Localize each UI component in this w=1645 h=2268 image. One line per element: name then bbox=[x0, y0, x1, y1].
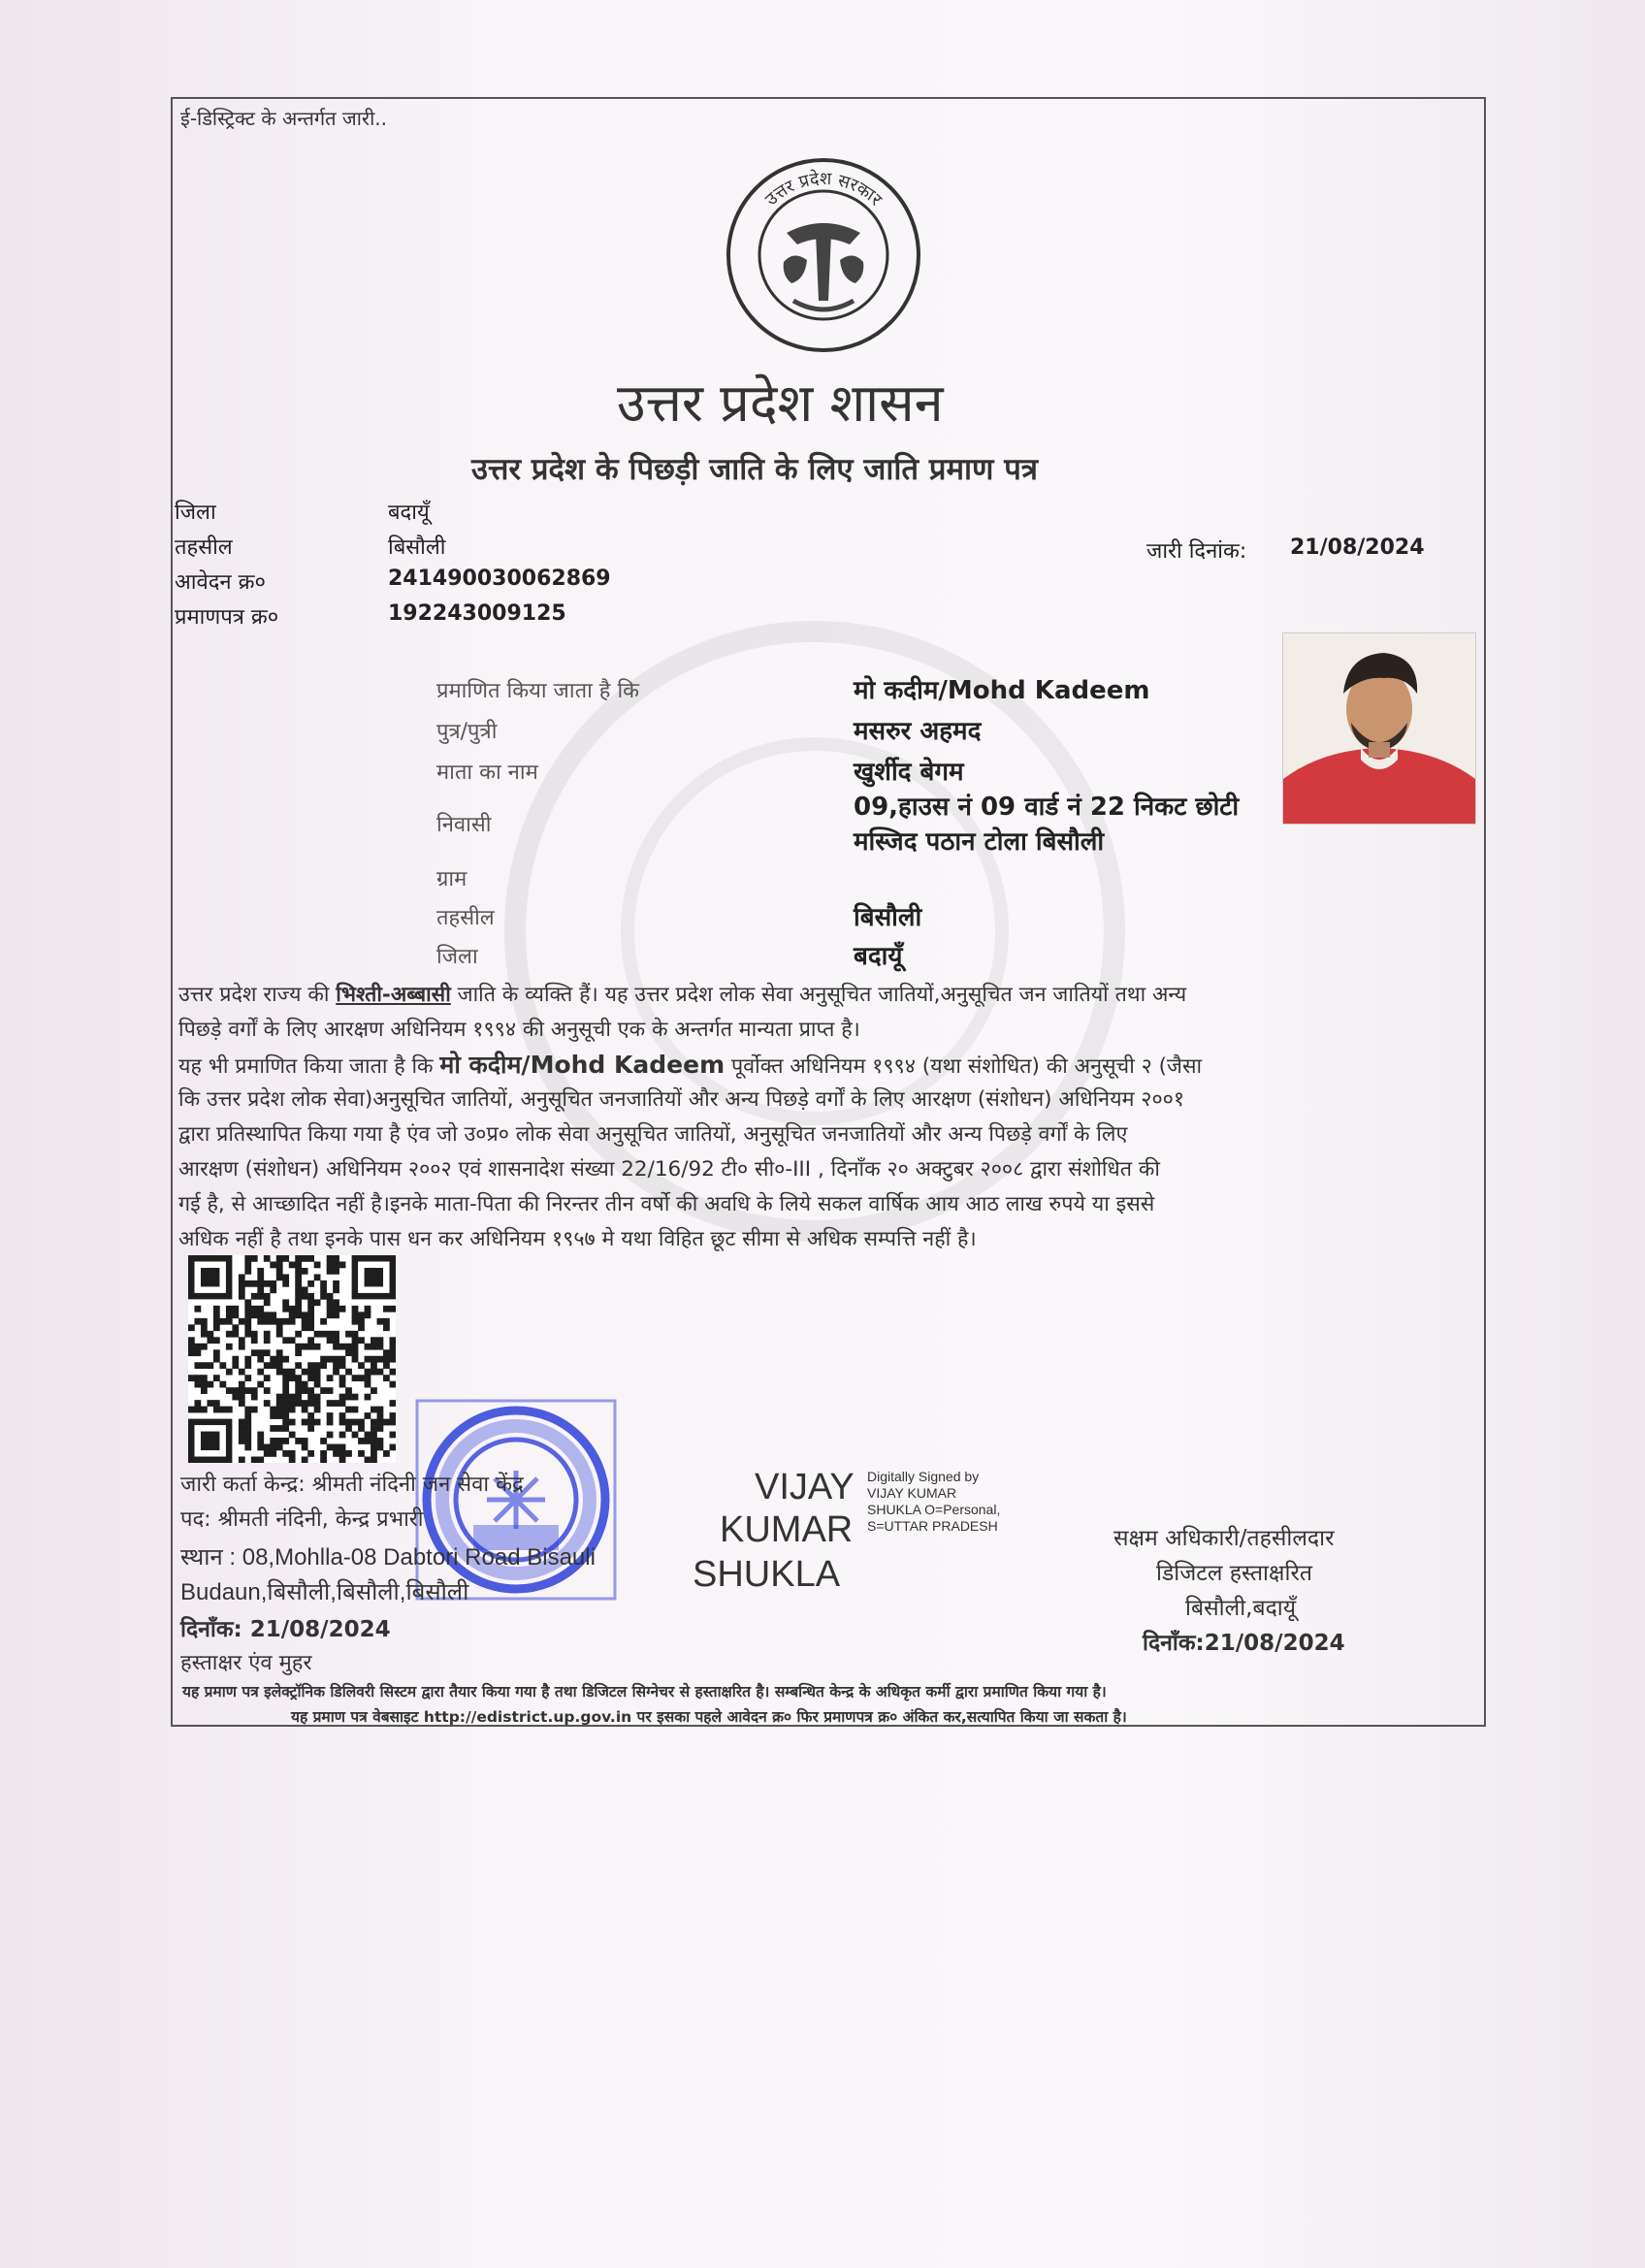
digital-signature-name-2: KUMAR bbox=[720, 1509, 854, 1550]
digital-signature-name-1: VIJAY bbox=[755, 1467, 855, 1507]
body-text-segment: यह भी प्रमाणित किया जाता है कि bbox=[178, 1054, 440, 1079]
body-line-8: अधिक नहीं है तथा इनके पास धन कर अधिनियम १९५७ मे यथा विहित छूट सीमा से अधिक सम्पत्ति नहीं है। bbox=[178, 1227, 977, 1251]
certified-label: प्रमाणित किया जाता है कि bbox=[436, 679, 640, 703]
caste-name: भिश्ती-अब्बासी bbox=[336, 983, 451, 1007]
up-government-emblem bbox=[724, 155, 923, 355]
application-number: 241490030062869 bbox=[388, 567, 611, 591]
parent-label: पुत्र/पुत्री bbox=[436, 720, 498, 744]
mother-name: खुर्शीद बेगम bbox=[854, 758, 964, 787]
body-text-segment: पूर्वोक्त अधिनियम १९९४ (यथा संशोधित) की अनुसूची २ (जैसा bbox=[725, 1054, 1203, 1079]
certificate-number-label: प्रमाणपत्र क्र० bbox=[175, 605, 279, 630]
e-district-note: ई-डिस्ट्रिक्ट के अन्तर्गत जारी.. bbox=[180, 107, 387, 130]
district-value: बदायूँ bbox=[388, 501, 430, 525]
detail-district-label: जिला bbox=[436, 945, 478, 969]
body-line-6: आरक्षण (संशोधन) अधिनियम २००२ एवं शासनादेश संख्या 22/16/92 टी० सी०-III , दिनाँक २० अक्टुबर २००८ द्वारा संशोधित की bbox=[178, 1157, 1160, 1182]
mother-label: माता का नाम bbox=[436, 761, 538, 785]
issue-date: 21/08/2024 bbox=[1290, 535, 1425, 560]
digital-signature-detail-3: SHUKLA O=Personal, bbox=[867, 1502, 1001, 1517]
issue-date-label: जारी दिनांक: bbox=[1146, 539, 1247, 564]
certificate-title: उत्तर प्रदेश के पिछड़ी जाति के लिए जाति प्रमाण पत्र bbox=[471, 452, 1038, 487]
body-line-1 bbox=[178, 978, 1186, 1013]
detail-district-value: बदायूँ bbox=[854, 942, 903, 971]
body-line-3 bbox=[178, 1048, 1202, 1085]
body-text-segment: जाति के व्यक्ति हैं। यह उत्तर प्रदेश लोक सेवा अनुसूचित जातियों,अनुसूचित जन जातियों तथा अन्य bbox=[450, 983, 1187, 1007]
issuer-centre: जारी कर्ता केन्द्र: श्रीमती नंदिनी जन सेवा केंद्र bbox=[180, 1473, 524, 1497]
verification-qr-code bbox=[188, 1255, 396, 1463]
footer-line-2: यह प्रमाण पत्र वेबसाइट http://edistrict.up.gov.in पर इसका पहले आवेदन क्र० फिर प्रमाणपत्र क्र० अंकित कर,सत्यापित किया जा सकता है। bbox=[291, 1708, 1127, 1726]
applicant-photo bbox=[1282, 632, 1476, 825]
authority-location: बिसौली,बदायूँ bbox=[1185, 1596, 1297, 1621]
certificate-number: 192243009125 bbox=[388, 601, 566, 626]
digital-signature-detail-2: VIJAY KUMAR bbox=[867, 1485, 957, 1501]
digital-signature-detail-4: S=UTTAR PRADESH bbox=[867, 1518, 998, 1534]
body-line-5: द्वारा प्रतिस्थापित किया गया है एंव जो उ०प्र० लोक सेवा अनुसूचित जातियों, अनुसूचित जनजातियों और अन्य पिछड़े वर्गों के लिए bbox=[178, 1122, 1128, 1147]
body-line-7: गई है, से आच्छादित नहीं है।इनके माता-पिता की निरन्तर तीन वर्षो की अवधि के लिये सकल वार्षिक आय आठ लाख रुपये या इससे bbox=[178, 1192, 1155, 1216]
applicant-name: मो कदीम/Mohd Kadeem bbox=[854, 676, 1150, 705]
body-text-segment: उत्तर प्रदेश राज्य की bbox=[178, 983, 337, 1007]
resident-address-line-2: मस्जिद पठान टोला बिसौली bbox=[854, 827, 1105, 857]
body-line-4: कि उत्तर प्रदेश लोक सेवा)अनुसूचित जातियों, अनुसूचित जनजातियों और अन्य पिछड़े वर्गों के लिए आरक्षण (संशोधन) अधिनियम २००१ bbox=[178, 1087, 1184, 1112]
authority-date: दिनाँक:21/08/2024 bbox=[1143, 1631, 1345, 1656]
issuer-place: स्थान : 08,Mohlla-08 Dabtori Road Bisauli bbox=[180, 1544, 596, 1571]
digital-signature-detail-1: Digitally Signed by bbox=[867, 1469, 980, 1484]
district-label: जिला bbox=[175, 501, 216, 525]
village-label: ग्राम bbox=[436, 867, 468, 891]
issuer-post: पद: श्रीमती नंदिनी, केन्द्र प्रभारी bbox=[180, 1507, 424, 1532]
authority-digital-sign: डिजिटल हस्ताक्षरित bbox=[1156, 1561, 1312, 1586]
resident-address-line-1: 09,हाउस नं 09 वार्ड नं 22 निकट छोटी bbox=[854, 793, 1240, 822]
applicant-name-inline: मो कदीम/Mohd Kadeem bbox=[439, 1051, 726, 1079]
detail-tehsil-value: बिसौली bbox=[854, 903, 922, 932]
emblem-arc-text: उत्तर प्रदेश सरकार bbox=[760, 168, 887, 211]
detail-tehsil-label: तहसील bbox=[436, 906, 495, 930]
footer-line-1: यह प्रमाण पत्र इलेक्ट्रॉनिक डिलिवरी सिस्टम द्वारा तैयार किया गया है तथा डिजिटल सिग्नेचर से हस्ताक्षरित है। सम्बन्धित केन्द्र के अधिकृत कर्मी द्वारा प्रमाणित किया गया है। bbox=[182, 1683, 1107, 1701]
tehsil-value: बिसौली bbox=[388, 535, 446, 560]
body-line-2: पिछड़े वर्गों के लिए आरक्षण अधिनियम १९९४ की अनुसूची एक के अन्तर्गत मान्यता प्राप्त है। bbox=[178, 1018, 860, 1042]
application-label: आवेदन क्र० bbox=[175, 570, 266, 595]
resident-label: निवासी bbox=[436, 813, 492, 837]
authority-title: सक्षम अधिकारी/तहसीलदार bbox=[1113, 1526, 1335, 1551]
tehsil-label: तहसील bbox=[175, 535, 233, 560]
issuer-sign-label: हस्ताक्षर एंव मुहर bbox=[180, 1651, 312, 1675]
digital-signature-name-3: SHUKLA bbox=[693, 1554, 841, 1595]
parent-name: मसरुर अहमद bbox=[854, 717, 982, 746]
issuer-date: दिनाँक: 21/08/2024 bbox=[180, 1617, 391, 1642]
svg-text:उत्तर प्रदेश सरकार bbox=[761, 168, 887, 211]
government-title: उत्तर प्रदेश शासन bbox=[617, 373, 944, 434]
issuer-place-line-2: Budaun,बिसौली,बिसौली,बिसौली bbox=[180, 1579, 469, 1605]
